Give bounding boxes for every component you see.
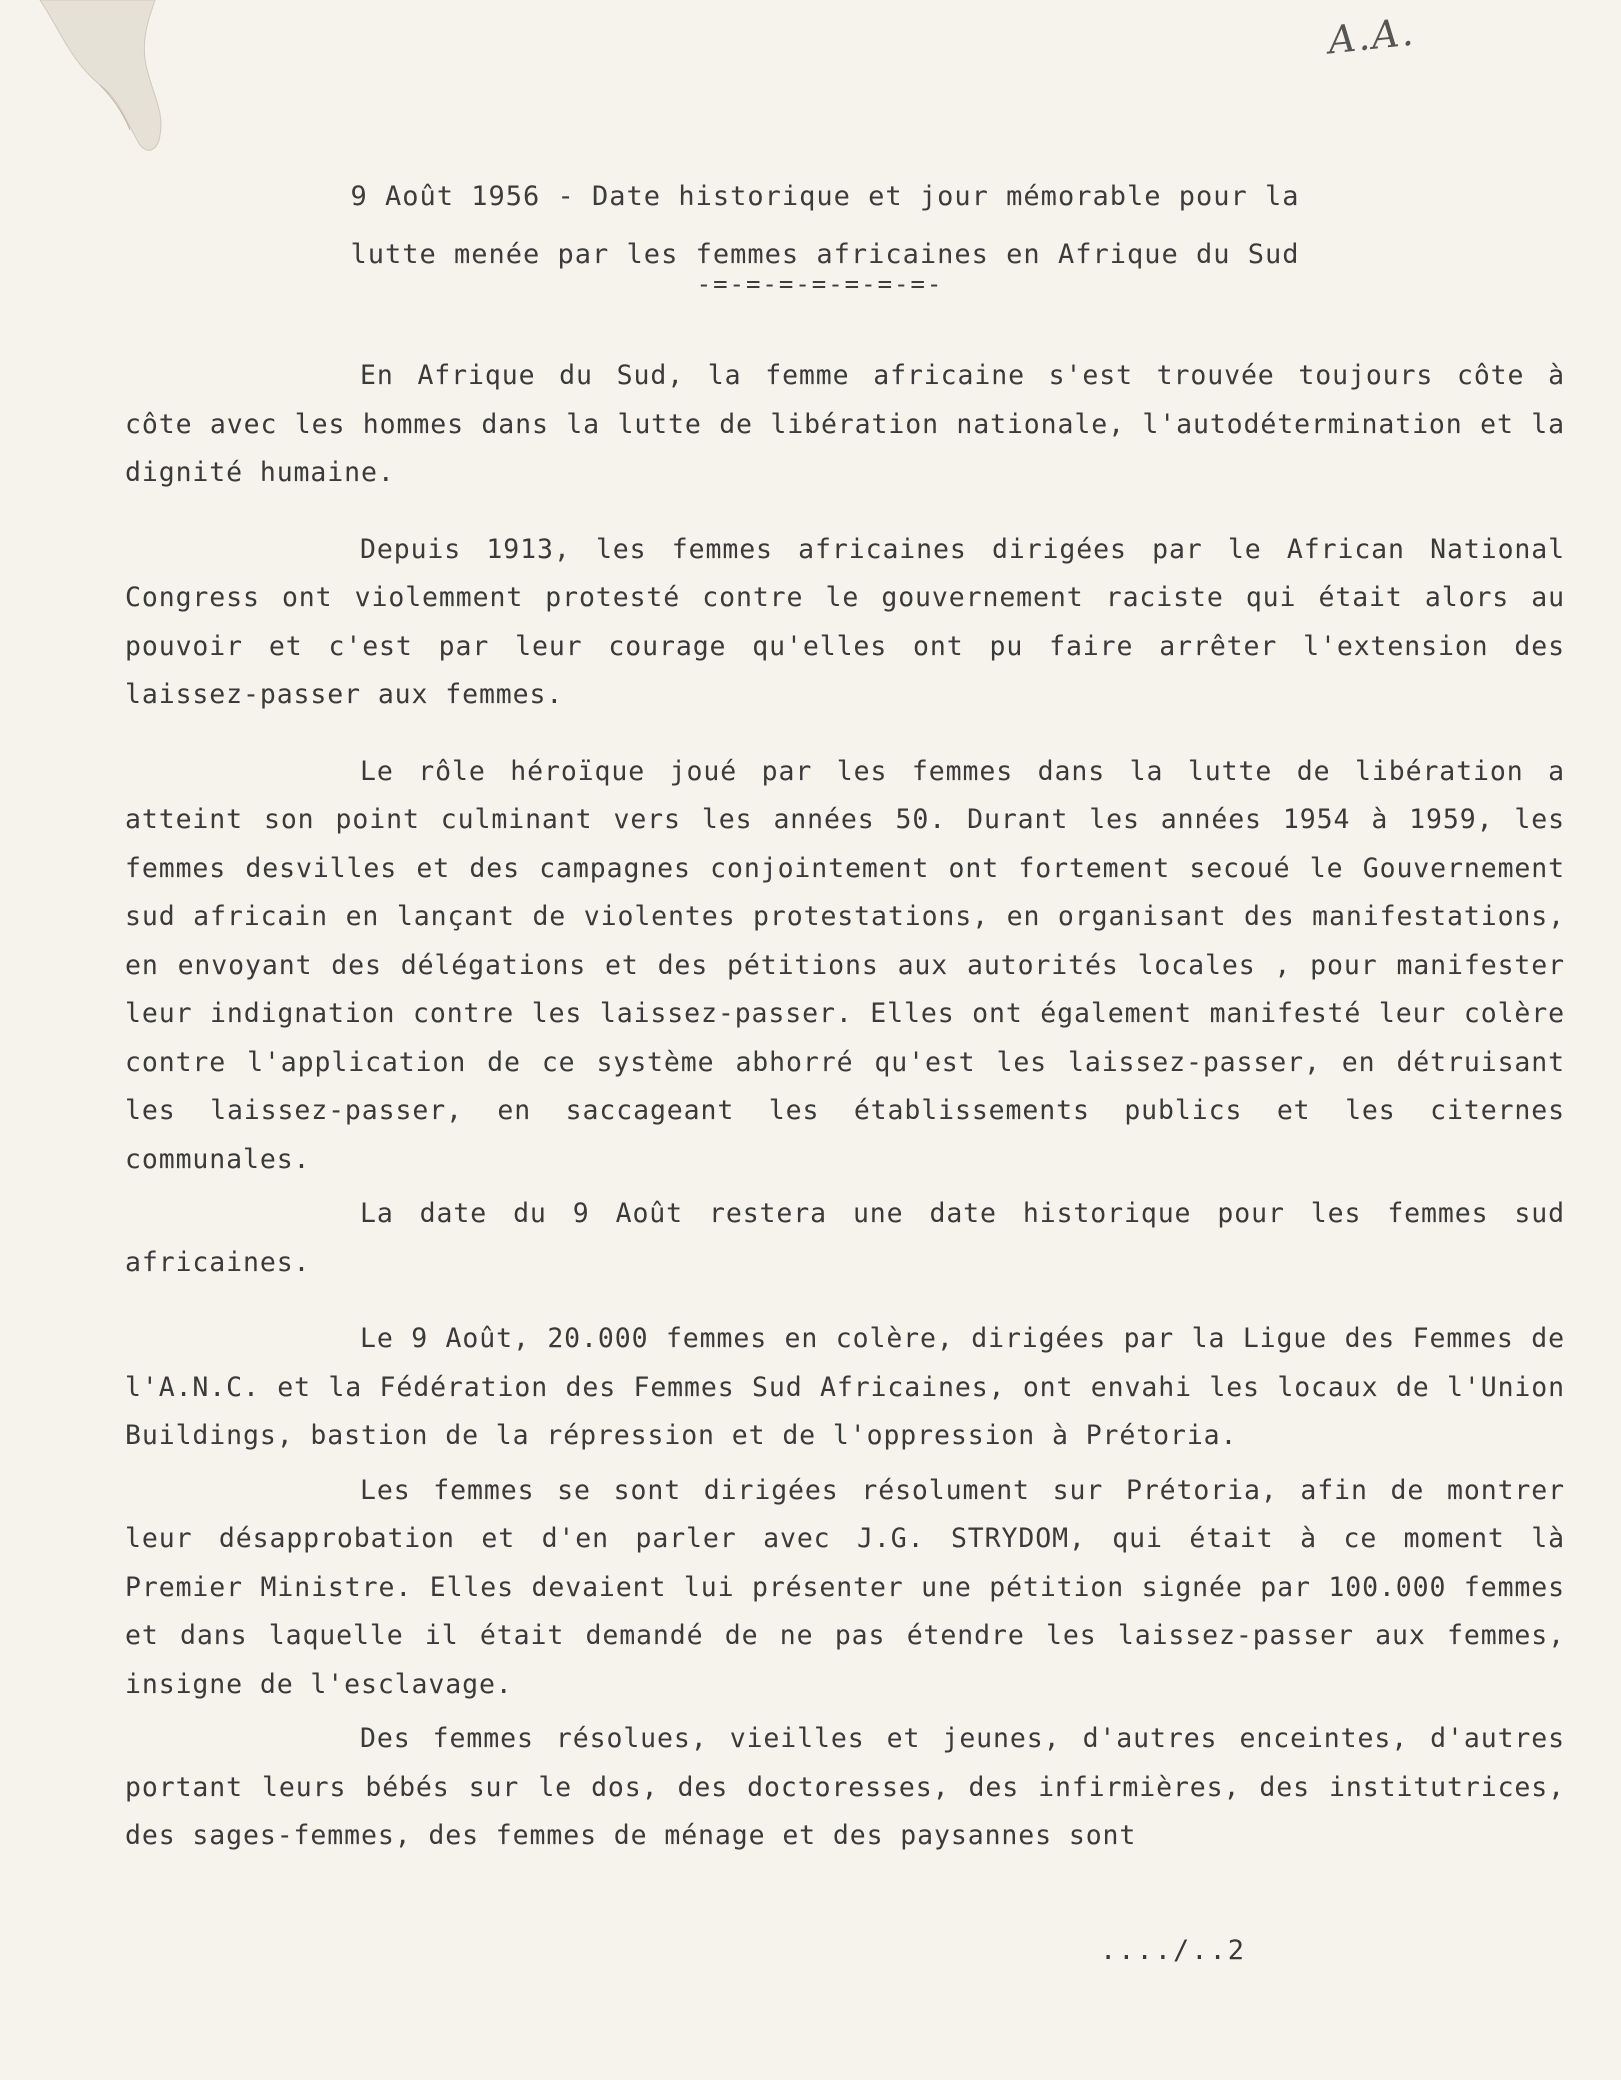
paragraph-1: En Afrique du Sud, la femme africaine s'est trouvée toujours côte à côte avec les hommes dans la lutte de libération nationale, l'autodétermination et la dignité humaine.: [125, 360, 1565, 488]
paragraph-4: La date du 9 Août restera une date historique pour les femmes sud africaines.: [125, 1198, 1565, 1278]
torn-corner-mark: [30, 0, 180, 160]
document-title: [240, 168, 1410, 284]
title-separator: -=-=-=-=-=-=-=-: [696, 270, 944, 298]
page-continuation-ref: ..../..2: [1100, 1935, 1247, 1966]
paragraph-2: Depuis 1913, les femmes africaines dirigées par le African National Congress ont violemment protesté contre le gouvernement raciste qui était alors au pouvoir et c'est par leur courage qu'elles ont pu faire arrêter l'extension des laissez-passer aux femmes.: [125, 533, 1565, 710]
title-line-1: 9 Août 1956 - Date historique et jour mémorable pour la: [350, 181, 1300, 212]
paragraph-6: Les femmes se sont dirigées résolument sur Prétoria, afin de montrer leur désapprobation et d'en parler avec J.G. STRYDOM, qui était à ce moment là Premier Ministre. Elles devaient lui présenter une pétition signée par 100.000 femmes et dans laquelle il était demandé de ne pas étendre les laissez-passer aux femmes, insigne de l'esclavage.: [125, 1474, 1565, 1700]
handwritten-initials: A.A.: [1325, 9, 1418, 63]
title-line-2: lutte menée par les femmes africaines en Afrique du Sud: [350, 239, 1300, 270]
paragraph-5: Le 9 Août, 20.000 femmes en colère, dirigées par la Ligue des Femmes de l'A.N.C. et la Fédération des Femmes Sud Africaines, ont envahi les locaux de l'Union Buildings, bastion de la répression et de l'oppression à Prétoria.: [125, 1323, 1565, 1451]
document-body: [125, 352, 1565, 1889]
paragraph-3: Le rôle héroïque joué par les femmes dans la lutte de libération a atteint son point culminant vers les années 50. Durant les années 1954 à 1959, les femmes desvilles et des campagnes conjointement ont fortement secoué le Gouvernement sud africain en lançant de violentes protestations, en organisant des manifestations, en envoyant des délégations et des pétitions aux autorités locales , pour manifester leur indignation contre les laissez-passer. Elles ont également manifesté leur colère contre l'application de ce système abhorré qu'est les laissez-passer, en détruisant les laissez-passer, en saccageant les établissements publics et les citernes communales.: [125, 755, 1565, 1175]
paragraph-7: Des femmes résolues, vieilles et jeunes, d'autres enceintes, d'autres portant leurs bébés sur le dos, des doctoresses, des infirmières, des institutrices, des sages-femmes, des femmes de ménage et des paysannes sont: [125, 1723, 1565, 1851]
